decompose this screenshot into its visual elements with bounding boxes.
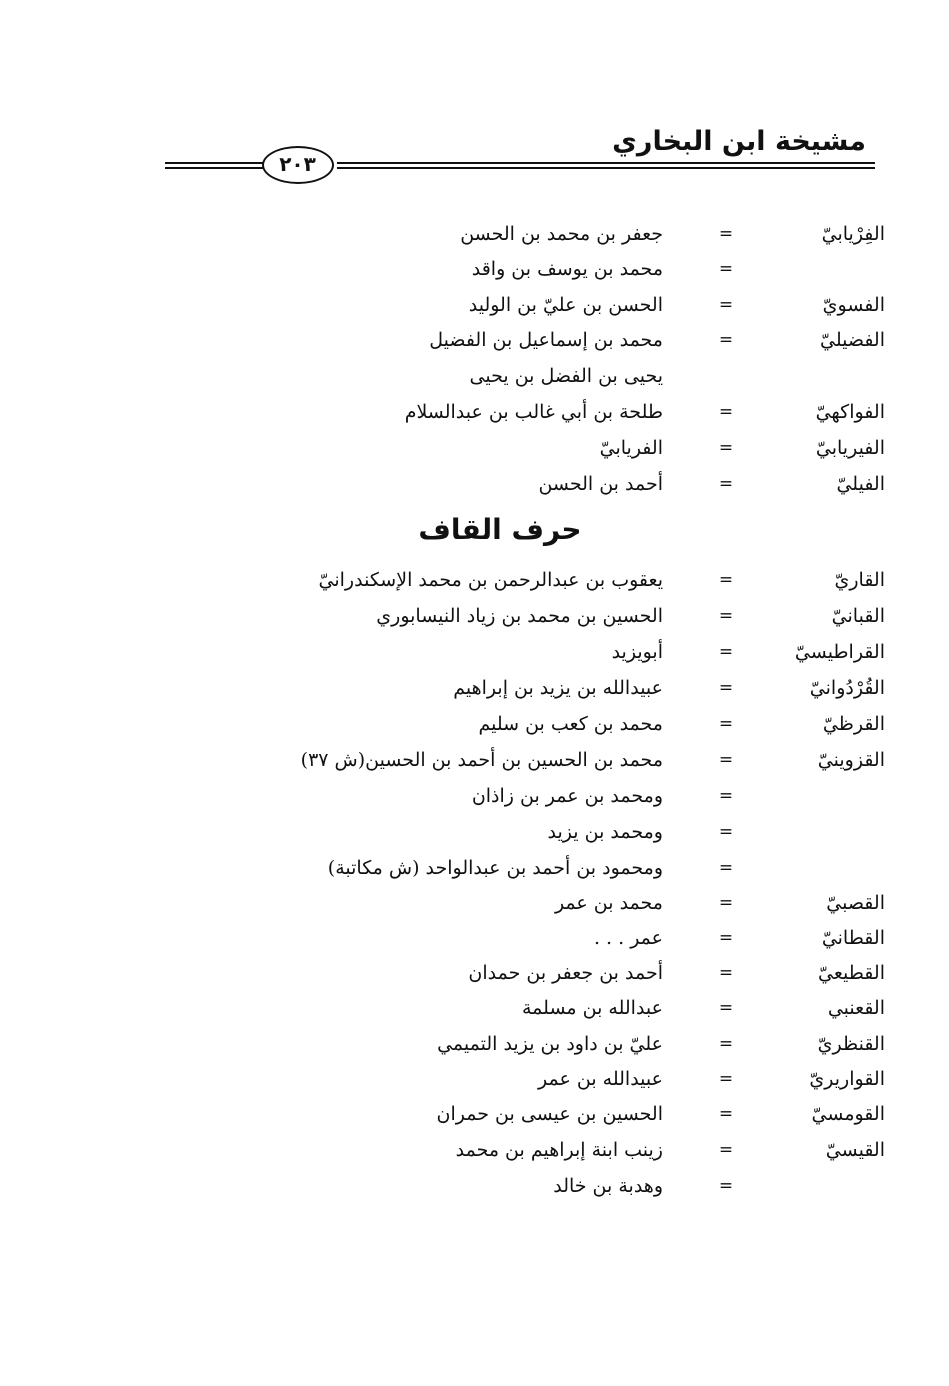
equals-sign: = <box>718 928 734 948</box>
equals-sign: = <box>718 786 734 806</box>
equals-sign: = <box>718 893 734 913</box>
person-name: عبيدالله بن يزيد بن إبراهيم <box>453 677 663 699</box>
person-name: طلحة بن أبي غالب بن عبدالسلام <box>404 401 663 423</box>
person-name: ومحمد بن عمر بن زاذان <box>471 785 663 807</box>
person-name: محمد بن يوسف بن واقد <box>471 258 663 280</box>
equals-sign: = <box>718 402 734 422</box>
equals-sign: = <box>718 1034 734 1054</box>
equals-sign: = <box>718 1140 734 1160</box>
person-name: زينب ابنة إبراهيم بن محمد <box>455 1139 663 1161</box>
list-item <box>0 886 949 920</box>
nisba-label: القُرْدُوانيّ <box>809 677 885 699</box>
nisba-label: القيسيّ <box>825 1139 885 1161</box>
nisba-label: الفيليّ <box>836 473 885 495</box>
equals-sign: = <box>718 858 734 878</box>
list-item <box>0 956 949 990</box>
person-name: وهدبة بن خالد <box>553 1175 663 1197</box>
list-item <box>0 431 949 465</box>
list-item <box>0 359 949 393</box>
person-name: أحمد بن جعفر بن حمدان <box>468 962 663 984</box>
nisba-label: الفضيليّ <box>819 329 885 351</box>
list-item <box>0 743 949 777</box>
nisba-label: الفواكهيّ <box>815 401 885 423</box>
person-name: أبويزيد <box>611 641 663 663</box>
nisba-label: القراطيسيّ <box>794 641 885 663</box>
person-name: محمد بن إسماعيل بن الفضيل <box>429 329 663 351</box>
list-item <box>0 252 949 286</box>
equals-sign: = <box>718 1176 734 1196</box>
nisba-label: القنظريّ <box>817 1033 885 1055</box>
equals-sign: = <box>718 224 734 244</box>
equals-sign: = <box>718 642 734 662</box>
equals-sign: = <box>718 998 734 1018</box>
equals-sign: = <box>718 295 734 315</box>
nisba-label: القواريريّ <box>809 1068 885 1090</box>
person-name: ومحمد بن يزيد <box>547 821 663 843</box>
person-name: عبدالله بن مسلمة <box>521 997 663 1019</box>
nisba-label: القزوينيّ <box>817 749 885 771</box>
equals-sign: = <box>718 1069 734 1089</box>
list-item <box>0 563 949 597</box>
list-item <box>0 1097 949 1131</box>
person-name: عليّ بن داود بن يزيد التميمي <box>437 1033 663 1055</box>
nisba-label: الفِرْيابيّ <box>821 223 885 245</box>
list-item <box>0 779 949 813</box>
person-name: يعقوب بن عبدالرحمن بن محمد الإسكندرانيّ <box>318 569 663 591</box>
equals-sign: = <box>718 963 734 983</box>
person-name: أحمد بن الحسن <box>538 473 663 495</box>
nisba-label: القطيعيّ <box>817 962 885 984</box>
nisba-label: القرظيّ <box>822 713 885 735</box>
page-number: ٢٠٣ <box>279 152 316 176</box>
nisba-label: الفيريابيّ <box>815 437 885 459</box>
equals-sign: = <box>718 750 734 770</box>
equals-sign: = <box>718 330 734 350</box>
nisba-label: القاريّ <box>834 569 885 591</box>
equals-sign: = <box>718 606 734 626</box>
list-item <box>0 635 949 669</box>
list-item <box>0 851 949 885</box>
section-heading: حرف القاف <box>418 513 582 546</box>
list-item <box>0 467 949 501</box>
equals-sign: = <box>718 474 734 494</box>
person-name: يحيى بن الفضل بن يحيى <box>469 365 663 387</box>
person-name: ومحمود بن أحمد بن عبدالواحد (ش مكاتبة) <box>327 857 663 879</box>
person-name: محمد بن عمر <box>554 892 663 914</box>
list-item <box>0 395 949 429</box>
list-item <box>0 323 949 357</box>
list-item <box>0 991 949 1025</box>
person-name: عمر . . . <box>593 927 663 949</box>
nisba-label: القصبيّ <box>826 892 885 914</box>
nisba-label: الفسويّ <box>822 294 885 316</box>
equals-sign: = <box>718 1104 734 1124</box>
running-head-title: مشيخة ابن البخاري <box>612 126 866 157</box>
list-item <box>0 1027 949 1061</box>
person-name: عبيدالله بن عمر <box>538 1068 663 1090</box>
list-item <box>0 671 949 705</box>
equals-sign: = <box>718 714 734 734</box>
list-item <box>0 1169 949 1203</box>
person-name: الحسين بن عيسى بن حمران <box>436 1103 663 1125</box>
equals-sign: = <box>718 438 734 458</box>
equals-sign: = <box>718 678 734 698</box>
nisba-label: القبانيّ <box>831 605 885 627</box>
list-item <box>0 815 949 849</box>
person-name: محمد بن الحسين بن أحمد بن الحسين(ش ٣٧) <box>300 749 663 771</box>
nisba-label: القعنبي <box>827 997 885 1019</box>
list-item <box>0 288 949 322</box>
person-name: محمد بن كعب بن سليم <box>478 713 663 735</box>
list-item <box>0 1062 949 1096</box>
nisba-label: القومسيّ <box>811 1103 885 1125</box>
person-name: الفريابيّ <box>599 437 663 459</box>
person-name: الحسين بن محمد بن زياد النيسابوري <box>376 605 663 627</box>
nisba-label: القطانيّ <box>821 927 885 949</box>
person-name: جعفر بن محمد بن الحسن <box>460 223 663 245</box>
list-item <box>0 217 949 251</box>
equals-sign: = <box>718 822 734 842</box>
person-name: الحسن بن عليّ بن الوليد <box>468 294 663 316</box>
equals-sign: = <box>718 259 734 279</box>
list-item <box>0 921 949 955</box>
equals-sign: = <box>718 570 734 590</box>
list-item <box>0 1133 949 1167</box>
list-item <box>0 599 949 633</box>
list-item <box>0 707 949 741</box>
